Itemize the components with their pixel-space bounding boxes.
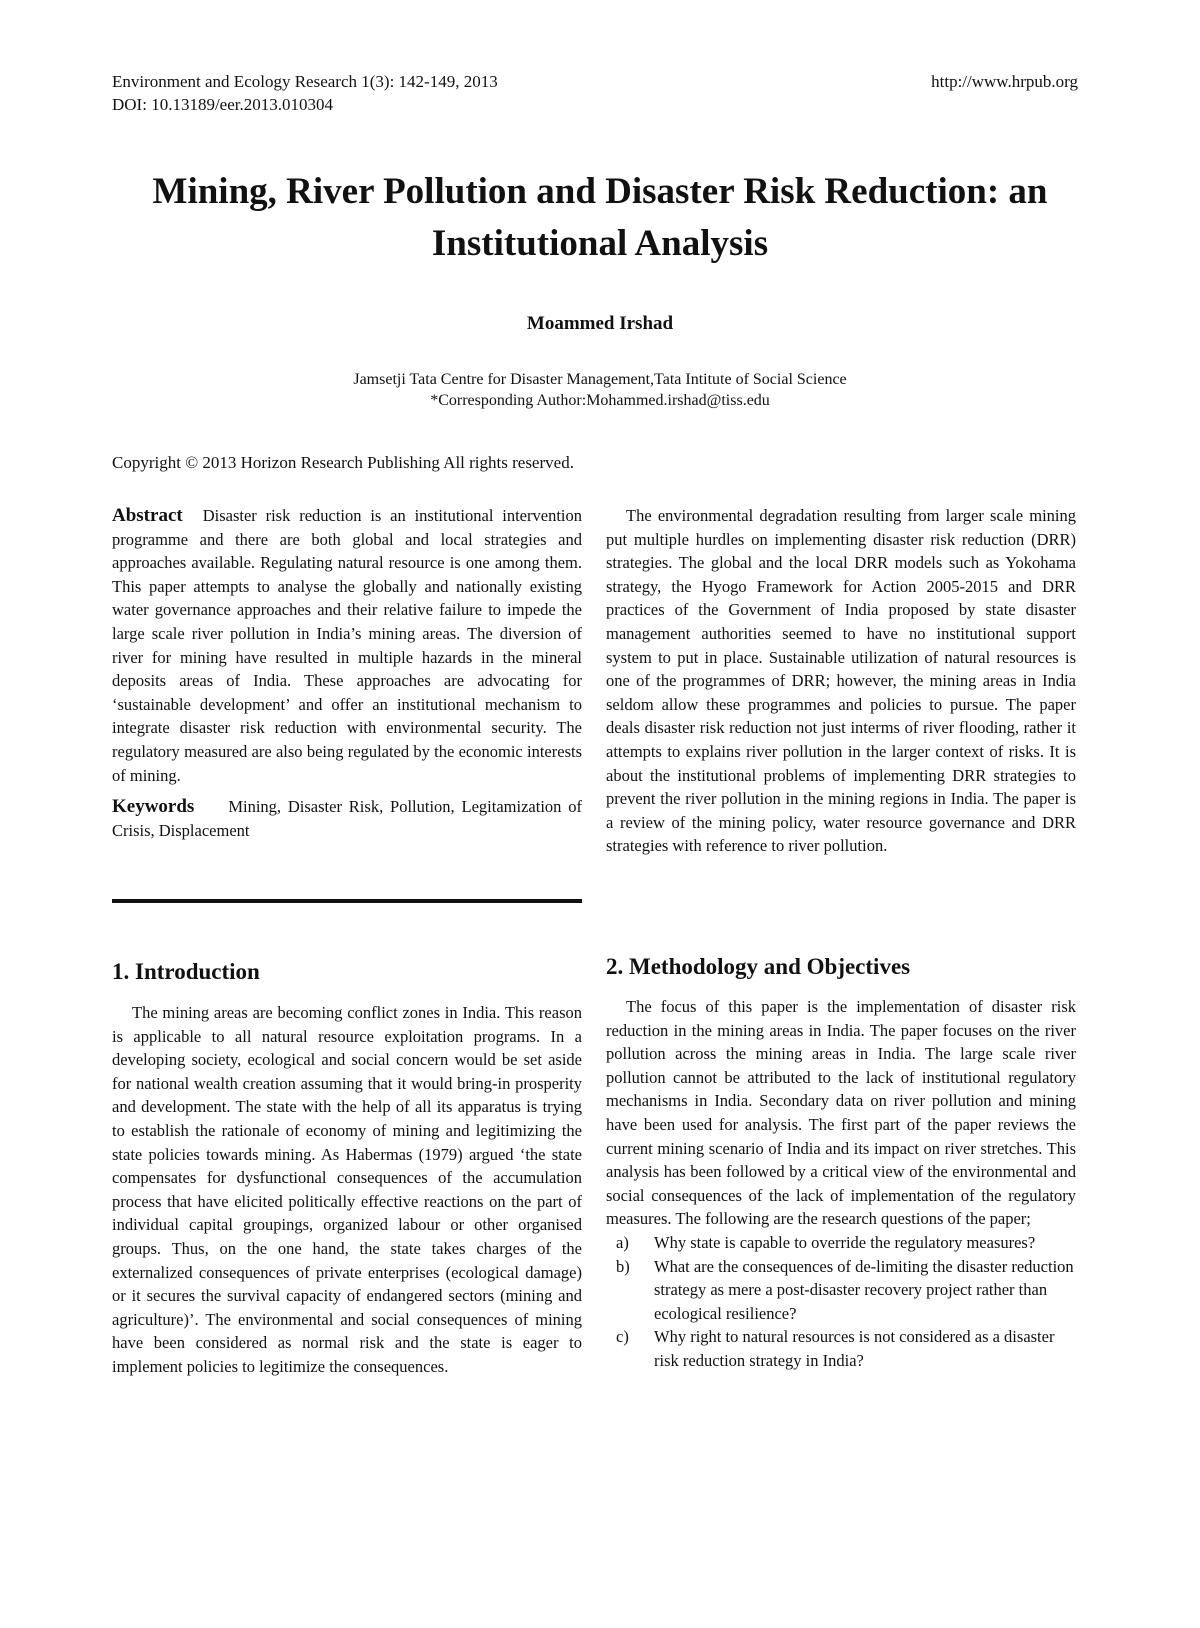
author-name: Moammed Irshad [526, 313, 674, 334]
question-marker: b) [616, 1256, 630, 1276]
keywords-text: Mining, Disaster Risk, Pollution, Legitamization of Crisis, Displacement [112, 797, 582, 840]
abstract-continued: The environmental degradation resulting from larger scale mining put multiple hurdles on implementing disaster risk reduction (DRR) strategies. The global and the local DRR models such as Yokohama strategy, the Hyogo Framework for Action 2005-2015 and DRR practices of the Government of India proposed by state disaster management authorities seemed to have no institutional support system to put in place. Sustainable utilization of natural resources is one of the programmes of DRR; however, the mining areas in India seldom allow these programmes and policies to pursue. The paper deals disaster risk reduction not just interms of river flooding, rather it attempts to explains river pollution in the larger context of risks. It is about the institutional problems of implementing DRR strategies to prevent the river pollution in the mining regions in India. The paper is a review of the mining policy, water resource governance and DRR strategies with reference to river pollution. [606, 506, 1076, 856]
keywords-heading: Keywords [112, 796, 195, 818]
research-question [606, 1255, 1076, 1326]
abstract-text: Disaster risk reduction is an institutional intervention programme and there are both global and local strategies and approaches available. Regulating natural resource is one among them. This paper attempts to analyse the globally and nationally existing water governance approaches and their relative failure to impede the large scale river pollution in India’s mining areas. The diversion of river for mining have resulted in multiple hazards in the mineral deposits areas of India. These approaches are advocating for ‘sustainable development’ and offer an institutional mechanism to integrate disaster risk reduction with environmental security. The regulatory measured are also being regulated by the economic interests of mining. [112, 506, 582, 785]
research-questions [606, 1231, 1076, 1373]
introduction-text: The mining areas are becoming conflict zones in India. This reason is applicable to all natural resource exploitation programs. In a developing society, ecological and social concern would be set aside for national wealth creation assuming that it would bring-in prosperity and development. The state with the help of all its apparatus is trying to establish the rationale of economy of mining and legitimizing the state policies towards mining. As Habermas (1979) argued ‘the state compensates for dysfunctional consequences of the accumulation process that have elicited politically effective reactions on the part of individual capital groupings, organized labour or other organised groups. Thus, on the one hand, the state takes charges of the externalized consequences of private enterprises (ecological damage) or it secures the survival capacity of endangered sectors (mining and agriculture)’. The environmental and social consequences of mining have been considered as normal risk and the state is eager to implement policies to legitimize the consequences. [112, 1003, 582, 1376]
methodology-block [606, 995, 1076, 1373]
affiliation-institution: Jamsetji Tata Centre for Disaster Management,Tata Intitute of Social Science [353, 371, 847, 388]
abstract-divider [112, 899, 582, 903]
journal-citation: Environment and Ecology Research 1(3): 142-149, 2013 [112, 72, 498, 91]
abstract-block [112, 504, 582, 842]
question-text: Why right to natural resources is not considered as a disaster risk reduction strategy in India? [654, 1327, 1055, 1370]
introduction-block [112, 1001, 582, 1379]
question-text: What are the consequences of de-limiting the disaster reduction strategy as mere a post-disaster recovery project rather than ecological resilience? [654, 1256, 1074, 1323]
journal-url[interactable]: http://www.hrpub.org [931, 72, 1078, 91]
paper-title: Mining, River Pollution and Disaster Risk Reduction: an Institutional Analysis [152, 171, 1048, 264]
copyright-notice: Copyright © 2013 Horizon Research Publishing All rights reserved. [112, 453, 574, 472]
abstract [112, 504, 582, 787]
question-marker: a) [616, 1232, 629, 1252]
research-question [606, 1325, 1076, 1372]
question-marker: c) [616, 1327, 629, 1347]
keywords [112, 795, 582, 842]
corresponding-author: *Corresponding Author:Mohammed.irshad@tiss.edu [430, 392, 770, 409]
abstract-heading: Abstract [112, 505, 183, 526]
section-heading-introduction: 1. Introduction [112, 959, 260, 984]
methodology-text: The focus of this paper is the implementation of disaster risk reduction in the mining areas in India. The paper focuses on the river pollution across the mining areas in India. The large scale river pollution cannot be attributed to the lack of institutional regulatory mechanisms in India. Secondary data on river pollution and mining have been used for analysis. The first part of the paper reviews the current mining scenario of India and its impact on river stretches. This analysis has been followed by a critical view of the environmental and social consequences of the lack of implementation of the regulatory measures. The following are the research questions of the paper; [606, 997, 1076, 1229]
header-citation [112, 70, 498, 116]
doi: DOI: 10.13189/eer.2013.010304 [112, 95, 333, 114]
section-heading-methodology: 2. Methodology and Objectives [606, 954, 911, 979]
affiliation [100, 369, 1100, 411]
question-text: Why state is capable to override the regulatory measures? [654, 1232, 1036, 1252]
research-question [606, 1231, 1076, 1255]
abstract-continued-block [606, 504, 1076, 858]
